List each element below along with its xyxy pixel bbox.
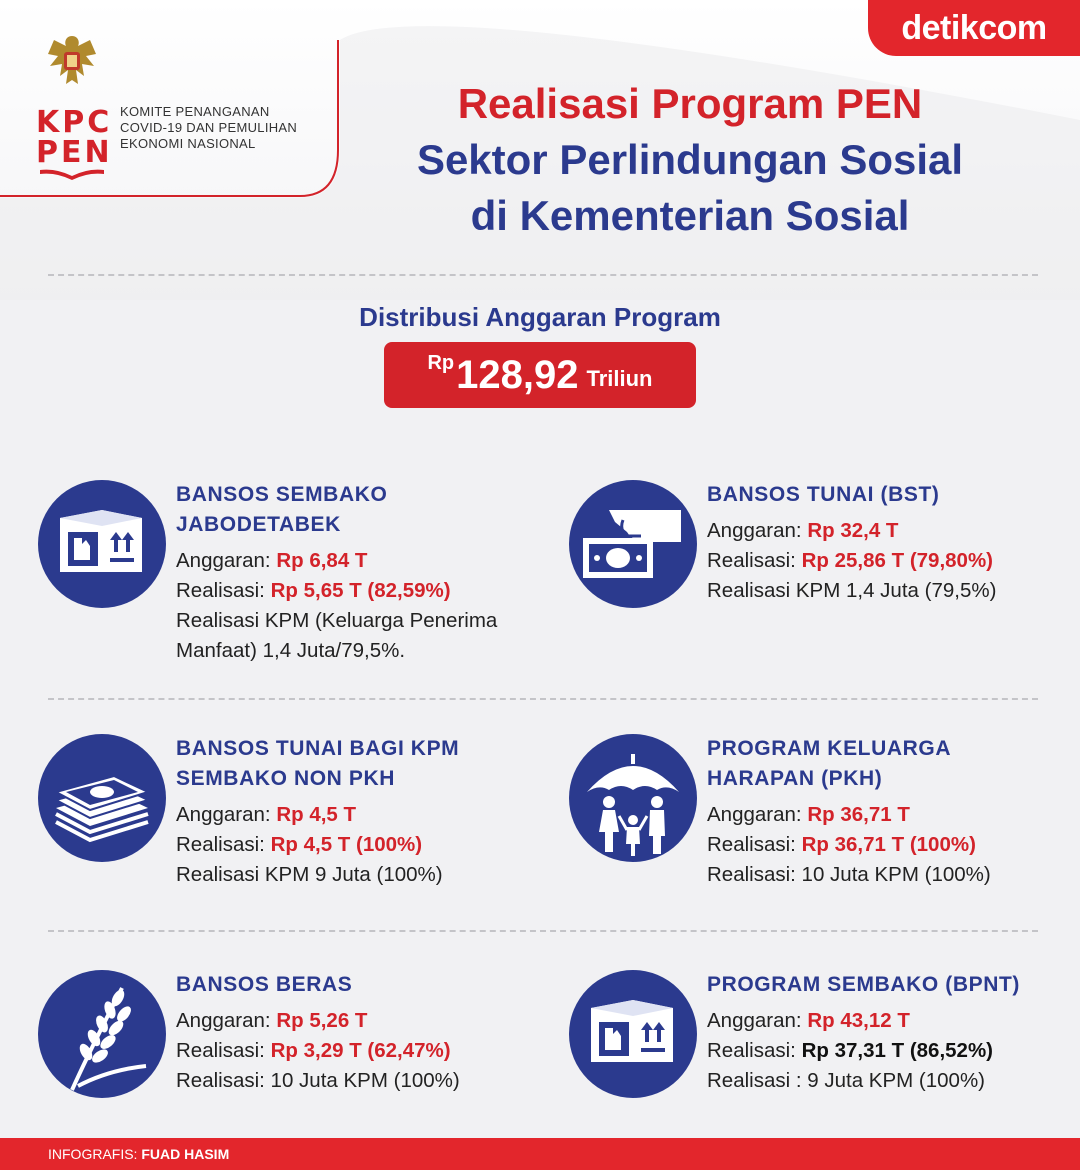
anggaran-value: Rp 5,26 T: [276, 1009, 368, 1032]
anggaran-value: Rp 4,5 T: [276, 803, 357, 826]
org-name-line: COVID-19 DAN PEMULIHAN: [120, 120, 298, 135]
anggaran-row: [176, 546, 546, 576]
brand-logo: detikcom: [868, 0, 1080, 56]
realisasi-row: [707, 1036, 1077, 1066]
realisasi-row: [176, 1036, 546, 1066]
note-line: Realisasi KPM (Keluarga Penerima: [176, 609, 498, 632]
anggaran-label: Anggaran:: [707, 803, 802, 826]
footer-credit: [0, 1138, 1080, 1170]
money-stack-icon: [38, 734, 166, 862]
realisasi-label: Realisasi:: [707, 549, 796, 572]
program-title-line: PROGRAM KELUARGA: [707, 737, 952, 760]
program-title: [707, 970, 1077, 1000]
anggaran-row: [176, 800, 546, 830]
title-line3: di Kementerian Sosial: [470, 192, 910, 239]
amount-unit: Triliun: [586, 366, 653, 391]
program-title-line: HARAPAN (PKH): [707, 767, 883, 790]
program-title: [707, 480, 1077, 510]
amount-value: 128,92: [456, 352, 579, 397]
note-line: Realisasi: 10 Juta KPM (100%): [176, 1069, 460, 1092]
realisasi-label: Realisasi:: [176, 1039, 265, 1062]
anggaran-label: Anggaran:: [176, 1009, 271, 1032]
open-book-icon: [38, 168, 106, 180]
note-line: Realisasi KPM 9 Juta (100%): [176, 863, 443, 886]
anggaran-label: Anggaran:: [176, 549, 271, 572]
kpc-pen-logo: [28, 28, 328, 178]
realisasi-label: Realisasi:: [176, 833, 265, 856]
family-umbrella-icon: [569, 734, 697, 862]
realisasi-label: Realisasi:: [176, 579, 265, 602]
box-icon: [569, 970, 697, 1098]
realisasi-value: Rp 25,86 T (79,80%): [801, 549, 993, 572]
note-line: Realisasi KPM 1,4 Juta (79,5%): [707, 579, 997, 602]
program-title-line: JABODETABEK: [176, 513, 341, 536]
org-name-line: KOMITE PENANGANAN: [120, 104, 270, 119]
realisasi-value: Rp 36,71 T (100%): [801, 833, 976, 856]
program-text: [176, 734, 546, 890]
program-text: [176, 970, 546, 1096]
divider: [48, 698, 1038, 700]
title-line2: Sektor Perlindungan Sosial: [416, 136, 964, 183]
page-title: [340, 76, 1040, 244]
program-text: [707, 734, 1077, 890]
anggaran-row: [707, 1006, 1077, 1036]
realisasi-label: Realisasi:: [707, 1039, 796, 1062]
program-text: [176, 480, 546, 666]
realisasi-row: [707, 546, 1077, 576]
anggaran-row: [707, 800, 1077, 830]
program-title: [176, 970, 546, 1000]
divider: [48, 930, 1038, 932]
box-icon: [38, 480, 166, 608]
distribution-amount: [384, 342, 696, 408]
note-line: Manfaat) 1,4 Juta/79,5%.: [176, 639, 406, 662]
note-line: Realisasi: 10 Juta KPM (100%): [707, 863, 991, 886]
anggaran-value: Rp 6,84 T: [276, 549, 368, 572]
realisasi-value: Rp 3,29 T (62,47%): [270, 1039, 451, 1062]
realisasi-label: Realisasi:: [707, 833, 796, 856]
footer-label: INFOGRAFIS:: [48, 1146, 138, 1162]
program-title-line: BANSOS TUNAI (BST): [707, 483, 940, 506]
program-title-line: BANSOS BERAS: [176, 973, 353, 996]
realisasi-value: Rp 5,65 T (82,59%): [270, 579, 451, 602]
program-title-line: SEMBAKO NON PKH: [176, 767, 396, 790]
anggaran-label: Anggaran:: [707, 1009, 802, 1032]
footer-author: FUAD HASIM: [141, 1146, 230, 1162]
program-title-line: PROGRAM SEMBAKO (BPNT): [707, 973, 1021, 996]
realisasi-row: [176, 576, 546, 606]
kpc-wordmark-line2: PEN: [36, 135, 113, 170]
anggaran-value: Rp 32,4 T: [807, 519, 899, 542]
note-line: Realisasi : 9 Juta KPM (100%): [707, 1069, 986, 1092]
kpc-wordmark-line1: KPC: [36, 105, 113, 140]
distribution-label: Distribusi Anggaran Program: [359, 302, 721, 332]
program-title: [176, 480, 546, 540]
title-line1: Realisasi Program PEN: [457, 80, 923, 127]
program-title: [176, 734, 546, 794]
realisasi-row: [707, 830, 1077, 860]
amount-currency: Rp: [427, 352, 455, 374]
program-title-line: BANSOS SEMBAKO: [176, 483, 388, 506]
divider: [48, 274, 1038, 276]
anggaran-label: Anggaran:: [707, 519, 802, 542]
anggaran-row: [176, 1006, 546, 1036]
cash-hand-icon: [569, 480, 697, 608]
anggaran-value: Rp 43,12 T: [807, 1009, 910, 1032]
garuda-emblem-icon: [46, 32, 98, 90]
program-title-line: BANSOS TUNAI BAGI KPM: [176, 737, 460, 760]
kpc-pen-wordmark: [36, 105, 113, 170]
program-title: [707, 734, 1077, 794]
anggaran-value: Rp 36,71 T: [807, 803, 910, 826]
anggaran-label: Anggaran:: [176, 803, 271, 826]
realisasi-value: Rp 4,5 T (100%): [270, 833, 423, 856]
anggaran-row: [707, 516, 1077, 546]
realisasi-value: Rp 37,31 T (86,52%): [801, 1039, 993, 1062]
realisasi-row: [176, 830, 546, 860]
program-text: [707, 970, 1077, 1096]
program-text: [707, 480, 1077, 606]
org-name: [120, 104, 340, 152]
rice-icon: [38, 970, 166, 1098]
org-name-line: EKONOMI NASIONAL: [120, 136, 256, 151]
